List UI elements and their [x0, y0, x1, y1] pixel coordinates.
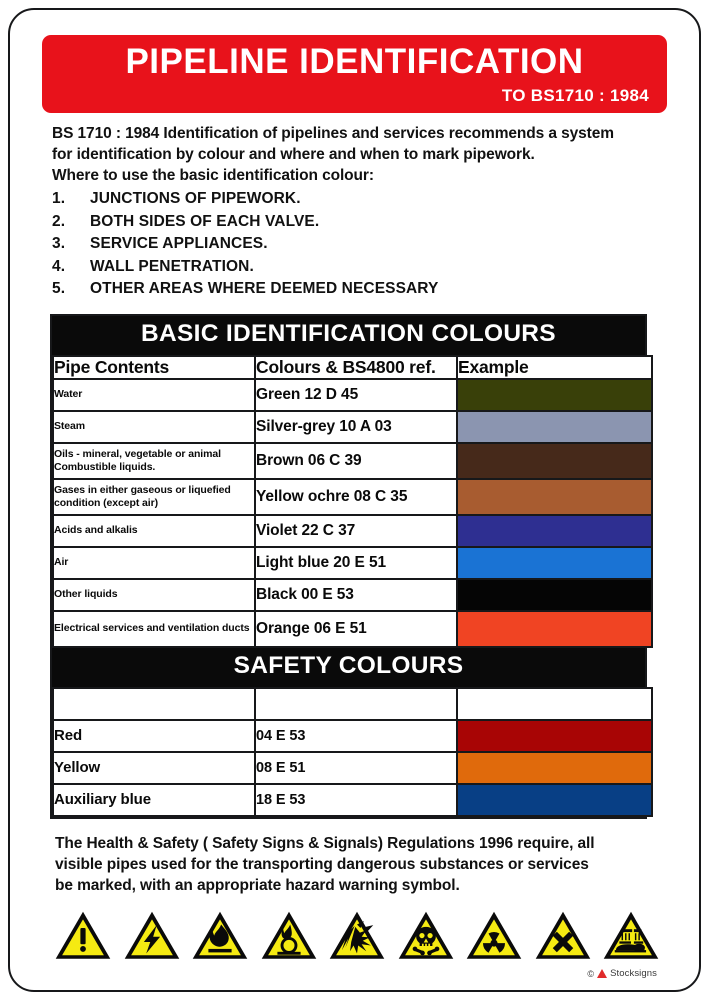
oxidising-icon: [260, 909, 318, 961]
harmful-irritant-icon: [534, 909, 592, 961]
header-banner: [42, 35, 667, 113]
toxic-icon: [397, 909, 455, 961]
colour-swatch: [458, 548, 651, 578]
cell-safety-colour-name: Yellow: [53, 752, 255, 784]
table-row: [53, 611, 652, 647]
copyright-icon: ©: [587, 968, 595, 979]
intro-lead-line1: BS 1710 : 1984 Identification of pipelines and services recommends a system: [52, 125, 614, 142]
cell-pipe-contents: Steam: [53, 411, 255, 443]
intro-where-line: Where to use the basic identification colour:: [52, 167, 374, 184]
column-header-reference: Colours & BS4800 ref.: [255, 356, 457, 379]
cell-pipe-contents: Electrical services and ventilation ducts: [53, 611, 255, 647]
cell-colour-reference: Silver-grey 10 A 03: [255, 411, 457, 443]
colour-swatch: [458, 516, 651, 546]
footer-brand: [587, 968, 657, 979]
basic-table-grid: [52, 355, 653, 648]
list-item: [52, 256, 667, 279]
cell-colour-reference: Yellow ochre 08 C 35: [255, 479, 457, 515]
corrosive-icon: [602, 909, 660, 961]
cell-colour-reference: Violet 22 C 37: [255, 515, 457, 547]
cell-colour-example: [457, 443, 652, 479]
table-row: [53, 443, 652, 479]
colour-swatch: [458, 380, 651, 410]
standard-reference: TO BS1710 : 1984: [501, 86, 649, 105]
colour-swatch: [458, 480, 651, 514]
intro-lead-line2: for identification by colour and where and when to mark pipework.: [52, 146, 535, 163]
cell-pipe-contents: Acids and alkalis: [53, 515, 255, 547]
safety-table-grid: [52, 687, 653, 817]
usage-list: [52, 188, 667, 301]
cell-safety-example: [457, 752, 652, 784]
list-item-number: 2.: [52, 212, 66, 230]
cell-pipe-contents: Other liquids: [53, 579, 255, 611]
cell-colour-reference: Brown 06 C 39: [255, 443, 457, 479]
basic-table-title: BASIC IDENTIFICATION COLOURS: [52, 316, 645, 355]
colour-swatch: [458, 785, 651, 815]
colour-swatch: [458, 580, 651, 610]
table-row: [53, 784, 652, 816]
table-row: [53, 547, 652, 579]
table-row: [53, 379, 652, 411]
general-warning-icon: [54, 909, 112, 961]
list-item: [52, 211, 667, 234]
cell-colour-example: [457, 379, 652, 411]
brand-label: Stocksigns: [610, 968, 657, 979]
list-item: [52, 233, 667, 256]
cell-pipe-contents: Water: [53, 379, 255, 411]
list-item-label: OTHER AREAS WHERE DEEMED NECESSARY: [90, 280, 439, 297]
cell-safety-reference: 04 E 53: [255, 720, 457, 752]
colour-swatch: [458, 753, 651, 783]
cell-colour-reference: Black 00 E 53: [255, 579, 457, 611]
flammable-icon: [191, 909, 249, 961]
column-header-blank-3: [457, 688, 652, 720]
list-item-number: 4.: [52, 257, 66, 275]
basic-identification-colours-table: [50, 314, 647, 650]
colour-swatch: [458, 412, 651, 442]
cell-safety-example: [457, 720, 652, 752]
cell-pipe-contents: Air: [53, 547, 255, 579]
list-item-number: 3.: [52, 235, 66, 252]
table-row: [53, 411, 652, 443]
column-header-blank-2: [255, 688, 457, 720]
colour-swatch: [458, 721, 651, 751]
safety-table-title: SAFETY COLOURS: [52, 648, 645, 687]
cell-colour-reference: Green 12 D 45: [255, 379, 457, 411]
table-header-row: [53, 356, 652, 379]
table-row: [53, 479, 652, 515]
cell-pipe-contents: Gases in either gaseous or liquefied condition (except air): [53, 479, 255, 515]
explosive-icon: [328, 909, 386, 961]
radioactive-icon: [465, 909, 523, 961]
list-item: [52, 278, 667, 301]
intro-text: [52, 124, 667, 301]
regulations-footnote: [55, 833, 660, 896]
table-row: [53, 579, 652, 611]
list-item-number: 1.: [52, 190, 66, 207]
stocksigns-triangle-icon: [597, 969, 607, 978]
cell-safety-reference: 18 E 53: [255, 784, 457, 816]
list-item-label: WALL PENETRATION.: [90, 257, 254, 275]
footnote-line1: The Health & Safety ( Safety Signs & Signals) Regulations 1996 require, all: [55, 835, 595, 852]
column-header-blank-1: [53, 688, 255, 720]
list-item-number: 5.: [52, 280, 66, 297]
column-header-pipe-contents: Pipe Contents: [53, 356, 255, 379]
cell-safety-colour-name: Auxiliary blue: [53, 784, 255, 816]
cell-colour-example: [457, 547, 652, 579]
colour-swatch: [458, 612, 651, 646]
table-header-row: [53, 688, 652, 720]
column-header-example: Example: [457, 356, 652, 379]
cell-pipe-contents: Oils - mineral, vegetable or animal Combustible liquids.: [53, 443, 255, 479]
cell-colour-example: [457, 515, 652, 547]
cell-colour-reference: Orange 06 E 51: [255, 611, 457, 647]
electricity-icon: [123, 909, 181, 961]
list-item-label: SERVICE APPLIANCES.: [90, 235, 268, 252]
cell-colour-example: [457, 579, 652, 611]
list-item: [52, 188, 667, 211]
cell-safety-colour-name: Red: [53, 720, 255, 752]
table-row: [53, 752, 652, 784]
list-item-label: BOTH SIDES OF EACH VALVE.: [90, 212, 320, 230]
cell-colour-example: [457, 479, 652, 515]
cell-colour-reference: Light blue 20 E 51: [255, 547, 457, 579]
list-item-label: JUNCTIONS OF PIPEWORK.: [90, 190, 301, 207]
cell-colour-example: [457, 611, 652, 647]
table-row: [53, 720, 652, 752]
page-title: PIPELINE IDENTIFICATION: [125, 42, 584, 81]
cell-colour-example: [457, 411, 652, 443]
footnote-line2: visible pipes used for the transporting dangerous substances or services: [55, 856, 589, 873]
table-row: [53, 515, 652, 547]
footnote-line3: be marked, with an appropriate hazard warning symbol.: [55, 877, 460, 894]
cell-safety-reference: 08 E 51: [255, 752, 457, 784]
cell-safety-example: [457, 784, 652, 816]
hazard-symbol-row: [54, 905, 660, 961]
safety-colours-table: [50, 646, 647, 819]
colour-swatch: [458, 444, 651, 478]
